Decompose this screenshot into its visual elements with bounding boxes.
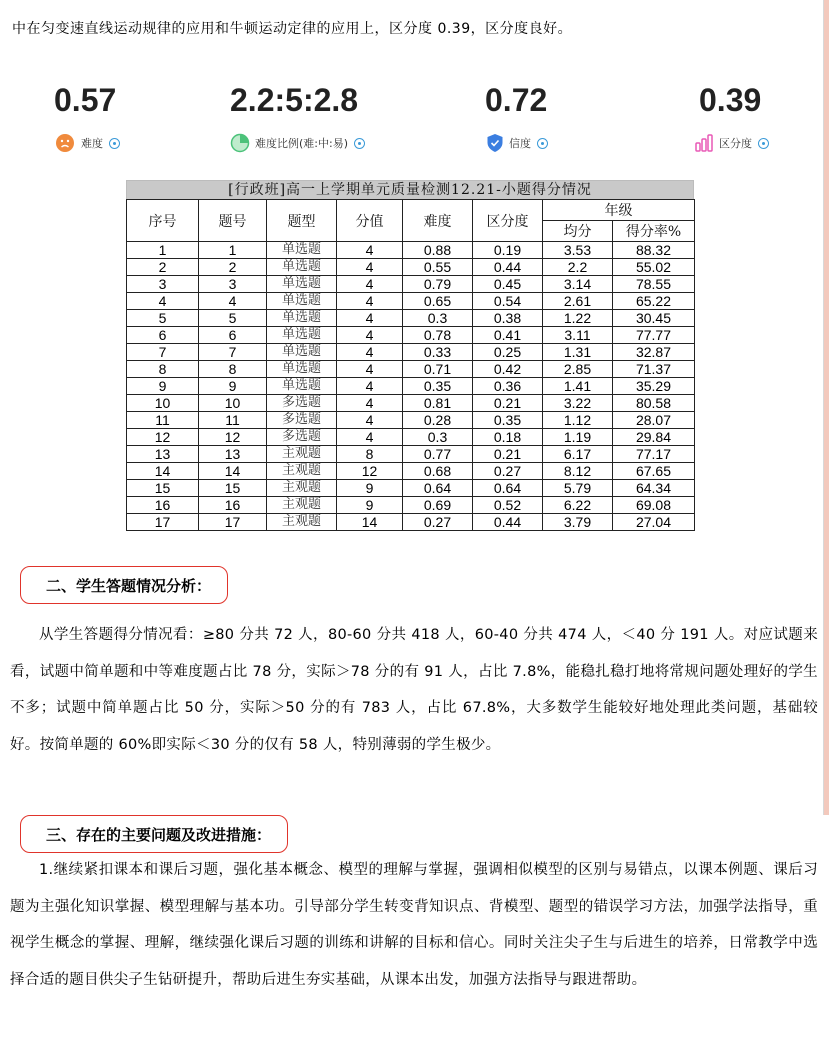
- table-row: [127, 344, 695, 361]
- table-cell: 0.88: [403, 242, 473, 259]
- table-cell: 17: [127, 514, 199, 531]
- table-cell: 主观题: [267, 463, 337, 480]
- table-cell: 6.17: [543, 446, 613, 463]
- table-cell: 1.19: [543, 429, 613, 446]
- table-cell: 0.52: [473, 497, 543, 514]
- table-cell: 0.35: [473, 412, 543, 429]
- table-cell: 14: [127, 463, 199, 480]
- table-cell: 5: [127, 310, 199, 327]
- column-header: 序号: [127, 200, 199, 242]
- table-row: [127, 497, 695, 514]
- table-cell: 12: [127, 429, 199, 446]
- table-cell: 4: [337, 361, 403, 378]
- table-cell: 29.84: [613, 429, 695, 446]
- column-header: 分值: [337, 200, 403, 242]
- table-cell: 主观题: [267, 514, 337, 531]
- info-icon[interactable]: [109, 138, 120, 149]
- table-cell: 14: [337, 514, 403, 531]
- table-cell: 12: [337, 463, 403, 480]
- table-cell: 3: [199, 276, 267, 293]
- table-cell: 4: [337, 412, 403, 429]
- stat-label: 难度比例(难:中:易): [255, 137, 348, 150]
- table-cell: 0.27: [473, 463, 543, 480]
- table-row: [127, 327, 695, 344]
- table-cell: 4: [337, 344, 403, 361]
- table-cell: 0.18: [473, 429, 543, 446]
- table-cell: 4: [337, 327, 403, 344]
- info-icon[interactable]: [354, 138, 365, 149]
- table-cell: 16: [199, 497, 267, 514]
- column-header: 题号: [199, 200, 267, 242]
- table-cell: 13: [127, 446, 199, 463]
- table-cell: 2.2: [543, 259, 613, 276]
- table-row: [127, 293, 695, 310]
- table-cell: 9: [127, 378, 199, 395]
- table-cell: 4: [337, 310, 403, 327]
- table-cell: 0.3: [403, 429, 473, 446]
- table-cell: 单选题: [267, 310, 337, 327]
- table-cell: 主观题: [267, 446, 337, 463]
- table-row: [127, 463, 695, 480]
- table-cell: 15: [199, 480, 267, 497]
- stat-difficulty: [54, 82, 174, 162]
- stat-value: 0.72: [485, 82, 548, 118]
- table-cell: 5.79: [543, 480, 613, 497]
- table-cell: 27.04: [613, 514, 695, 531]
- table-cell: 6: [127, 327, 199, 344]
- table-cell: 4: [337, 293, 403, 310]
- stat-reliability: [485, 82, 605, 162]
- table-cell: 单选题: [267, 293, 337, 310]
- sad-face-icon: [55, 133, 75, 153]
- table-cell: 2.61: [543, 293, 613, 310]
- info-icon[interactable]: [537, 138, 548, 149]
- table-cell: 3.14: [543, 276, 613, 293]
- table-row: [127, 412, 695, 429]
- table-cell: 0.27: [403, 514, 473, 531]
- table-cell: 0.64: [403, 480, 473, 497]
- table-cell: 0.21: [473, 395, 543, 412]
- table-cell: 55.02: [613, 259, 695, 276]
- table-cell: 10: [199, 395, 267, 412]
- table-cell: 3.79: [543, 514, 613, 531]
- table-cell: 1: [199, 242, 267, 259]
- table-cell: 12: [199, 429, 267, 446]
- column-header: 难度: [403, 200, 473, 242]
- table-cell: 0.28: [403, 412, 473, 429]
- table-cell: 16: [127, 497, 199, 514]
- table-row: [127, 395, 695, 412]
- issues-paragraph: [10, 852, 818, 999]
- table-cell: 单选题: [267, 344, 337, 361]
- table-cell: 0.45: [473, 276, 543, 293]
- table-cell: 14: [199, 463, 267, 480]
- stat-difficulty-ratio: [230, 82, 400, 162]
- table-cell: 65.22: [613, 293, 695, 310]
- table-row: [127, 378, 695, 395]
- table-cell: 77.77: [613, 327, 695, 344]
- group-header: 年级: [543, 200, 695, 221]
- bar-chart-icon: [694, 133, 714, 153]
- table-row: [127, 446, 695, 463]
- table-cell: 0.36: [473, 378, 543, 395]
- table-row: [127, 310, 695, 327]
- score-table: [126, 199, 695, 531]
- table-cell: 2: [127, 259, 199, 276]
- table-cell: 8: [127, 361, 199, 378]
- table-cell: 6.22: [543, 497, 613, 514]
- table-cell: 0.44: [473, 259, 543, 276]
- info-icon[interactable]: [758, 138, 769, 149]
- table-cell: 5: [199, 310, 267, 327]
- table-row: [127, 259, 695, 276]
- table-cell: 4: [337, 242, 403, 259]
- table-cell: 多选题: [267, 395, 337, 412]
- table-cell: 多选题: [267, 412, 337, 429]
- table-cell: 3.53: [543, 242, 613, 259]
- table-cell: 单选题: [267, 327, 337, 344]
- table-cell: 0.35: [403, 378, 473, 395]
- table-cell: 0.33: [403, 344, 473, 361]
- table-cell: 15: [127, 480, 199, 497]
- table-cell: 67.65: [613, 463, 695, 480]
- column-header: 均分: [543, 221, 613, 242]
- table-cell: 0.38: [473, 310, 543, 327]
- table-cell: 主观题: [267, 497, 337, 514]
- table-cell: 多选题: [267, 429, 337, 446]
- table-cell: 77.17: [613, 446, 695, 463]
- table-cell: 88.32: [613, 242, 695, 259]
- table-cell: 0.64: [473, 480, 543, 497]
- table-cell: 11: [199, 412, 267, 429]
- table-title: [行政班]高一上学期单元质量检测12.21-小题得分情况: [126, 180, 694, 199]
- stat-value: 0.39: [699, 82, 762, 118]
- table-cell: 64.34: [613, 480, 695, 497]
- table-cell: 32.87: [613, 344, 695, 361]
- table-cell: 0.54: [473, 293, 543, 310]
- table-cell: 8: [199, 361, 267, 378]
- table-cell: 17: [199, 514, 267, 531]
- table-cell: 4: [337, 276, 403, 293]
- stat-value: 0.57: [54, 82, 117, 118]
- table-cell: 单选题: [267, 378, 337, 395]
- table-cell: 1.12: [543, 412, 613, 429]
- table-cell: 0.65: [403, 293, 473, 310]
- table-cell: 0.69: [403, 497, 473, 514]
- table-cell: 单选题: [267, 361, 337, 378]
- intro-text: 中在匀变速直线运动规律的应用和牛顿运动定律的应用上，区分度 0.39，区分度良好。: [12, 21, 573, 37]
- table-cell: 主观题: [267, 480, 337, 497]
- table-row: [127, 429, 695, 446]
- table-cell: 3: [127, 276, 199, 293]
- table-cell: 0.79: [403, 276, 473, 293]
- table-cell: 1.31: [543, 344, 613, 361]
- stat-label: 区分度: [719, 137, 752, 150]
- table-cell: 9: [199, 378, 267, 395]
- column-header: 题型: [267, 200, 337, 242]
- table-cell: 11: [127, 412, 199, 429]
- table-cell: 80.58: [613, 395, 695, 412]
- column-header: 得分率%: [613, 221, 695, 242]
- analysis-paragraph: [10, 617, 818, 764]
- table-row: [127, 276, 695, 293]
- paragraph-text: 1.继续紧扣课本和课后习题，强化基本概念、模型的理解与掌握，强调相似模型的区别与易错点，以课本例题、课后习题为主强化知识掌握、模型理解与基本功。引导部分学生转变背知识点、背模型、题型的错误学习方法，加强学法指导，重视学生概念的掌握、理解，继续强化课后习题的训练和讲解的目标和信心。同时关注尖子生与后进生的培养，日常教学中选择合适的题目供尖子生钻研提升，帮助后进生夯实基础，从课本出发，加强方法指导与跟进帮助。: [10, 862, 818, 989]
- table-cell: 4: [337, 259, 403, 276]
- table-cell: 0.81: [403, 395, 473, 412]
- table-cell: 1.22: [543, 310, 613, 327]
- table-cell: 0.3: [403, 310, 473, 327]
- table-cell: 6: [199, 327, 267, 344]
- table-cell: 单选题: [267, 259, 337, 276]
- shield-check-icon: [486, 133, 504, 153]
- table-cell: 2.85: [543, 361, 613, 378]
- section-heading-analysis: 二、学生答题情况分析：: [20, 566, 228, 604]
- table-cell: 1: [127, 242, 199, 259]
- scrollbar-track[interactable]: [824, 0, 829, 815]
- table-cell: 78.55: [613, 276, 695, 293]
- table-cell: 71.37: [613, 361, 695, 378]
- column-header: 区分度: [473, 200, 543, 242]
- table-cell: 4: [337, 395, 403, 412]
- table-row: [127, 361, 695, 378]
- table-cell: 0.42: [473, 361, 543, 378]
- table-cell: 4: [199, 293, 267, 310]
- table-cell: 单选题: [267, 276, 337, 293]
- table-cell: 7: [127, 344, 199, 361]
- table-cell: 0.44: [473, 514, 543, 531]
- table-cell: 0.68: [403, 463, 473, 480]
- table-cell: 3.22: [543, 395, 613, 412]
- section-heading-issues: 三、存在的主要问题及改进措施：: [20, 815, 288, 853]
- table-cell: 0.77: [403, 446, 473, 463]
- table-cell: 13: [199, 446, 267, 463]
- table-cell: 0.71: [403, 361, 473, 378]
- table-cell: 单选题: [267, 242, 337, 259]
- stat-label: 难度: [81, 137, 103, 150]
- table-cell: 4: [337, 378, 403, 395]
- stat-value: 2.2:5:2.8: [230, 82, 359, 118]
- table-cell: 4: [337, 429, 403, 446]
- table-cell: 0.78: [403, 327, 473, 344]
- table-cell: 30.45: [613, 310, 695, 327]
- table-cell: 69.08: [613, 497, 695, 514]
- table-row: [127, 242, 695, 259]
- table-cell: 10: [127, 395, 199, 412]
- paragraph-text: 从学生答题得分情况看：≥80 分共 72 人，80-60 分共 418 人，60-40 分共 474 人，＜40 分 191 人。对应试题来看，试题中简单题和中等难度题占比 78 分，实际＞78 分的有 91 人，占比 7.8%，能稳扎稳打地将常规问题处理好的学生不多；试题中简单题占比 50 分，实际＞50 分的有 783 人，占比 67.8%，大多数学生能较好地处理此类问题，基础较好。按简单题的 60%即实际＜30 分的仅有 58 人，特别薄弱的学生极少。: [10, 627, 818, 754]
- pie-chart-icon: [230, 133, 250, 153]
- score-table-block: [126, 180, 694, 531]
- table-row: [127, 514, 695, 531]
- table-cell: 3.11: [543, 327, 613, 344]
- table-cell: 35.29: [613, 378, 695, 395]
- table-cell: 8.12: [543, 463, 613, 480]
- table-cell: 0.41: [473, 327, 543, 344]
- table-row: [127, 480, 695, 497]
- score-table-body: [127, 242, 695, 531]
- table-cell: 0.21: [473, 446, 543, 463]
- table-cell: 4: [127, 293, 199, 310]
- table-cell: 0.25: [473, 344, 543, 361]
- table-cell: 2: [199, 259, 267, 276]
- table-cell: 1.41: [543, 378, 613, 395]
- table-cell: 28.07: [613, 412, 695, 429]
- table-cell: 0.55: [403, 259, 473, 276]
- table-cell: 9: [337, 480, 403, 497]
- table-cell: 0.19: [473, 242, 543, 259]
- stat-discrimination: [694, 82, 804, 162]
- table-cell: 8: [337, 446, 403, 463]
- table-cell: 7: [199, 344, 267, 361]
- stat-label: 信度: [509, 137, 531, 150]
- table-cell: 9: [337, 497, 403, 514]
